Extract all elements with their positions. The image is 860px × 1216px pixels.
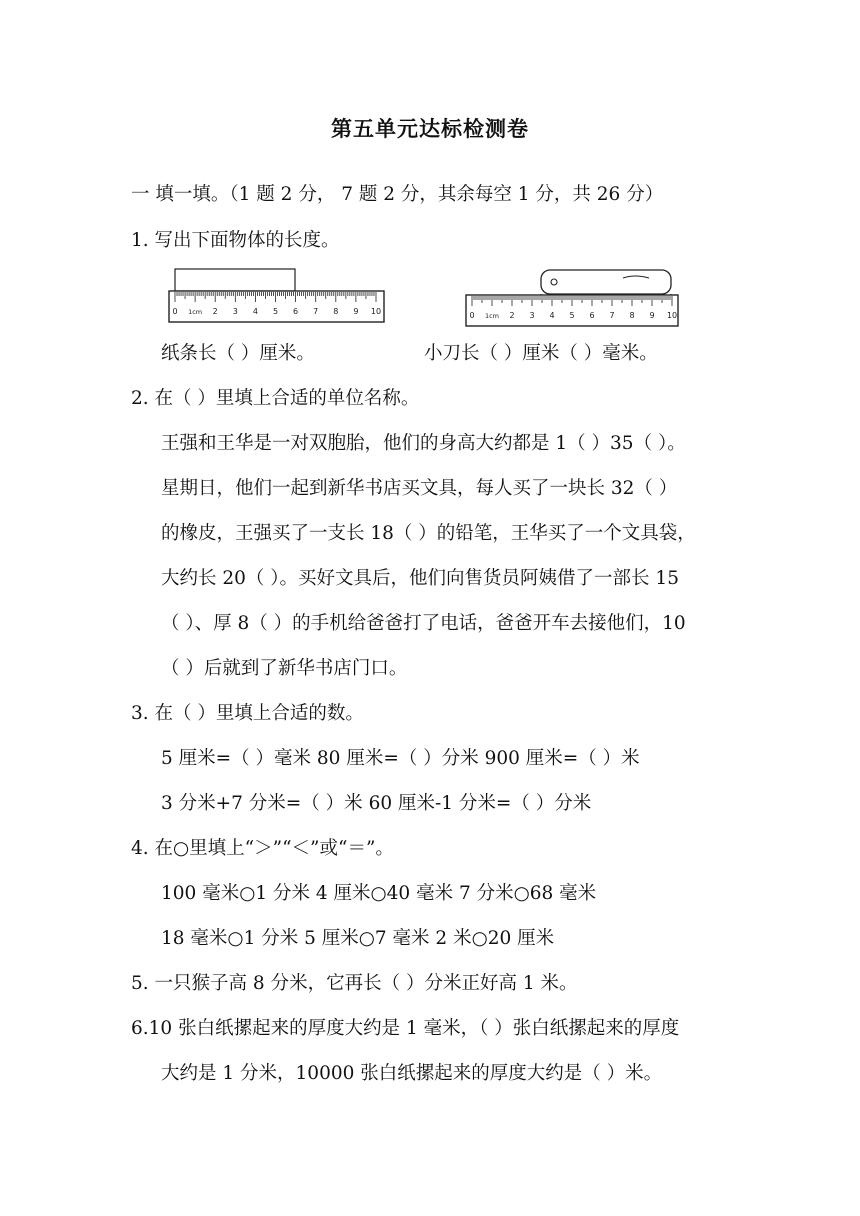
question-3-line: 3 分米+7 分米=（ ）米 60 厘米-1 分米=（ ）分米 (161, 793, 592, 814)
ruler-label: 9 (649, 311, 655, 320)
ruler-label: 6 (293, 307, 299, 316)
ruler-label: 1cm (188, 308, 203, 316)
answer-knife-length: 小刀长（ ）厘米（ ）毫米。 (424, 343, 658, 364)
ruler-label: 3 (529, 311, 535, 320)
ruler-label: 2 (509, 311, 515, 320)
question-6-line: 大约是 1 分米，10000 张白纸摞起来的厚度大约是（ ）米。 (161, 1063, 663, 1084)
section-heading: 一 填一填。（1 题 2 分， 7 题 2 分，其余每空 1 分，共 26 分） (131, 184, 664, 205)
question-4: 4. 在○里填上“＞”“＜”或“＝”。 (131, 838, 394, 859)
ruler-label: 6 (589, 311, 595, 320)
ruler-label: 0 (172, 307, 178, 316)
ruler-label: 7 (609, 311, 615, 320)
ruler-label: 8 (333, 307, 339, 316)
ruler-label: 2 (212, 307, 218, 316)
ruler-label: 0 (469, 311, 475, 320)
ruler-label: 5 (272, 307, 279, 316)
ruler-label: 5 (569, 311, 575, 320)
question-2-line: 星期日，他们一起到新华书店买文具，每人买了一块长 32（ ） (161, 478, 678, 499)
ruler-label: 10 (666, 311, 678, 320)
question-2-line: 王强和王华是一对双胞胎，他们的身高大约都是 1（ ）35（ ）。 (161, 433, 686, 454)
paper-strip (175, 269, 295, 291)
question-2: 2. 在（ ）里填上合适的单位名称。 (131, 388, 420, 409)
page-title: 第五单元达标检测卷 (331, 117, 529, 141)
question-2-line: （ ）、厚 8（ ）的手机给爸爸打了电话，爸爸开车去接他们，10 (161, 613, 686, 634)
ruler-figure-2 (463, 266, 681, 328)
knife (541, 270, 671, 294)
ruler-label: 3 (232, 307, 238, 316)
ruler-label: 10 (370, 307, 382, 316)
question-5: 5. 一只猴子高 8 分米，它再长（ ）分米正好高 1 米。 (131, 973, 578, 994)
ruler-figure-1 (168, 266, 386, 324)
question-2-line: 的橡皮，王强买了一支长 18（ ）的铅笔，王华买了一个文具袋， (161, 523, 696, 544)
question-4-line: 18 毫米○1 分米 5 厘米○7 毫米 2 米○20 厘米 (161, 928, 555, 949)
question-6: 6.10 张白纸摞起来的厚度大约是 1 毫米，（ ）张白纸摞起来的厚度 (131, 1018, 680, 1039)
answer-paper-length: 纸条长（ ）厘米。 (161, 343, 315, 364)
question-2-line: 大约长 20（ ）。买好文具后，他们向售货员阿姨借了一部长 15 (161, 568, 679, 589)
ruler-label: 4 (252, 307, 258, 316)
question-4-line: 100 毫米○1 分米 4 厘米○40 毫米 7 分米○68 毫米 (161, 883, 597, 904)
ruler-label: 8 (629, 311, 635, 320)
ruler-with-knife (463, 266, 681, 328)
knife-rivet (551, 279, 557, 285)
question-2-line: （ ）后就到了新华书店门口。 (161, 658, 408, 679)
question-1: 1. 写出下面物体的长度。 (131, 230, 340, 251)
ruler-label: 4 (549, 311, 555, 320)
question-3: 3. 在（ ）里填上合适的数。 (131, 703, 364, 724)
ruler-label: 7 (313, 307, 319, 316)
question-3-line: 5 厘米=（ ）毫米 80 厘米=（ ）分米 900 厘米=（ ）米 (161, 748, 640, 769)
ruler-label: 1cm (484, 312, 500, 320)
ruler-label: 9 (353, 307, 359, 316)
ruler-with-paper-strip (168, 266, 386, 324)
